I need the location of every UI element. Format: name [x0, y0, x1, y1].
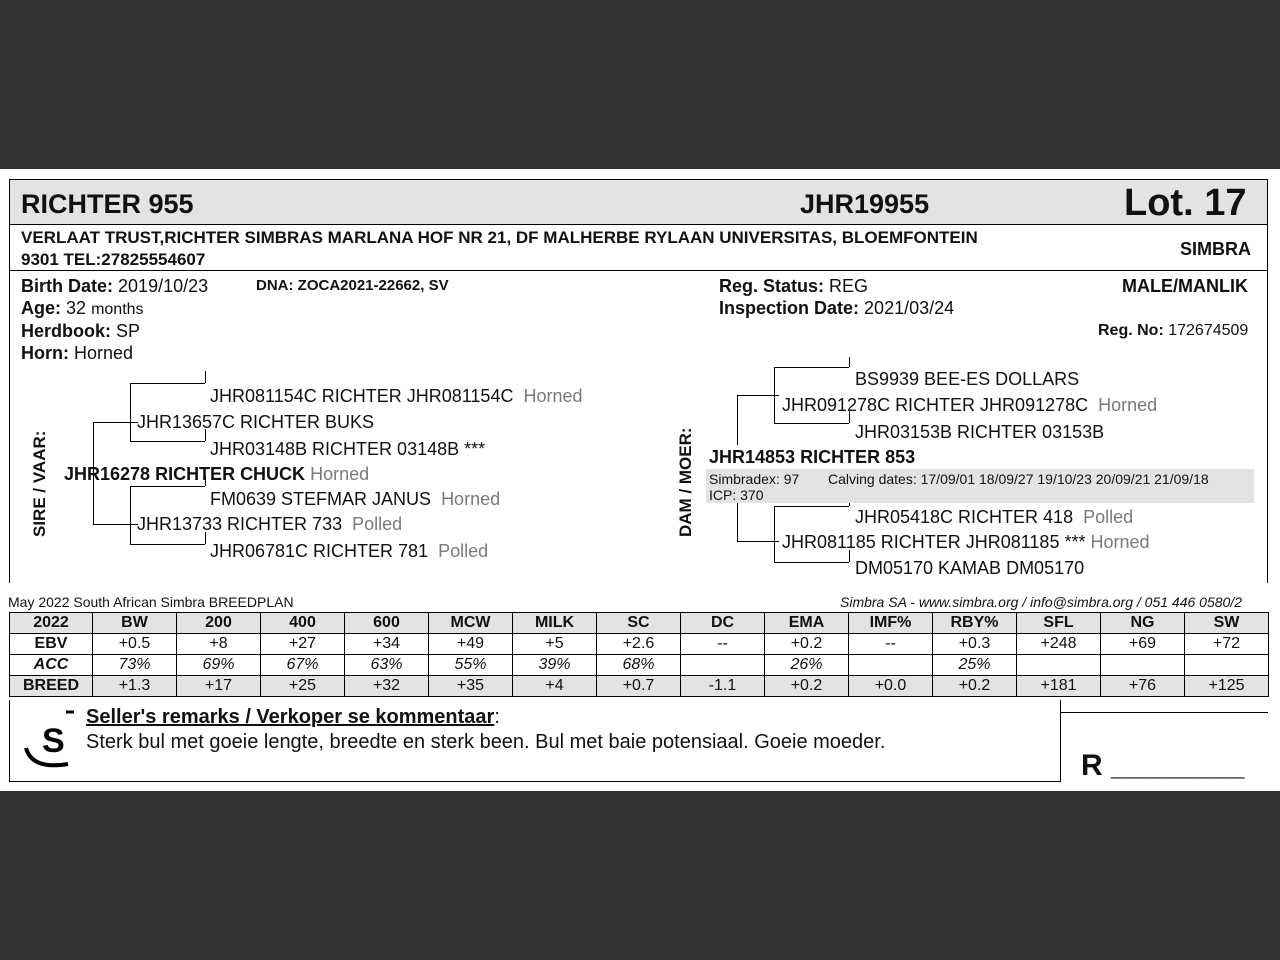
ebv-col-header: 400	[261, 613, 345, 634]
acc-cell: 55%	[429, 655, 513, 676]
ebv-col-header: EMA	[765, 613, 849, 634]
breed-cell: +35	[429, 676, 513, 697]
acc-cell: 67%	[261, 655, 345, 676]
sire-dam: JHR13733 RICHTER 733 Polled	[137, 514, 403, 534]
title-bar	[9, 179, 1268, 225]
acc-cell: 73%	[93, 655, 177, 676]
ebv-cell: +69	[1101, 634, 1185, 655]
acc-cell	[1017, 655, 1101, 676]
acc-cell: 68%	[597, 655, 681, 676]
dam-dam: JHR081185 RICHTER JHR081185 *** Horned	[782, 532, 1150, 552]
inspection-date: Inspection Date: 2021/03/24	[719, 298, 955, 318]
ebv-cell: EBV	[10, 634, 93, 655]
dam-sire-sire: BS9939 BEE-ES DOLLARS	[855, 369, 1080, 389]
ebv-col-header: BW	[93, 613, 177, 634]
breeder-bar	[9, 225, 1268, 271]
breedplan-note: May 2022 South African Simbra BREEDPLAN	[8, 594, 294, 610]
birth-date: Birth Date: 2019/10/23	[21, 276, 209, 296]
calving-dates: Calving dates: 17/09/01 18/09/27 19/10/23 20/09/21 21/09/18	[828, 471, 1209, 487]
breed-cell: +0.7	[597, 676, 681, 697]
herdbook: Herdbook: SP	[21, 321, 141, 341]
ebv-col-header: 600	[345, 613, 429, 634]
contact-note: Simbra SA - www.simbra.org / info@simbra.org / 051 446 0580/2	[840, 594, 1242, 610]
dna-info: DNA: ZOCA2021-22662, SV	[256, 277, 449, 294]
ebv-cell: +2.6	[597, 634, 681, 655]
breeder-line-2: 9301 TEL:27825554607	[21, 250, 206, 269]
dam-dam-sire: JHR05418C RICHTER 418 Polled	[855, 507, 1134, 527]
ebv-col-header: SFL	[1017, 613, 1101, 634]
sire-sire-sire: JHR081154C RICHTER JHR081154C Horned	[210, 386, 583, 406]
ebv-col-header: MCW	[429, 613, 513, 634]
ebv-row	[10, 634, 1269, 655]
breed-cell: +0.0	[849, 676, 933, 697]
sire: JHR16278 RICHTER CHUCK Horned	[64, 464, 370, 484]
ebv-cell: --	[681, 634, 765, 655]
ebv-col-header: 2022	[10, 613, 93, 634]
breed-cell: +1.3	[93, 676, 177, 697]
ebv-col-header: DC	[681, 613, 765, 634]
ebv-cell: +0.3	[933, 634, 1017, 655]
dam-side-label: DAM / MOER:	[676, 427, 695, 537]
sex-label: MALE/MANLIK	[1122, 276, 1248, 296]
sire-dam-sire: FM0639 STEFMAR JANUS Horned	[210, 489, 501, 509]
acc-cell	[1101, 655, 1185, 676]
sire-sire-dam: JHR03148B RICHTER 03148B ***	[210, 439, 486, 459]
acc-cell: ACC	[10, 655, 93, 676]
breed-cell: +0.2	[933, 676, 1017, 697]
reg-number: Reg. No: 172674509	[1098, 322, 1249, 339]
breed-cell: BREED	[10, 676, 93, 697]
breed-cell: -1.1	[681, 676, 765, 697]
sire-sire: JHR13657C RICHTER BUKS	[137, 412, 375, 432]
breed-row	[10, 676, 1269, 697]
ebv-cell: +72	[1185, 634, 1269, 655]
dam-stats-box	[706, 469, 1254, 503]
simbradex: Simbradex: 97	[709, 471, 800, 487]
dam-sire: JHR091278C RICHTER JHR091278C Horned	[782, 395, 1158, 415]
breed-cell: +17	[177, 676, 261, 697]
breed-cell: +25	[261, 676, 345, 697]
details-section	[9, 271, 1268, 583]
ebv-col-header: 200	[177, 613, 261, 634]
ebv-col-header: NG	[1101, 613, 1185, 634]
ebv-cell: +0.5	[93, 634, 177, 655]
acc-cell	[849, 655, 933, 676]
breed-cell: +181	[1017, 676, 1101, 697]
breed-cell: +4	[513, 676, 597, 697]
price-box[interactable]	[1060, 712, 1268, 782]
acc-cell: 69%	[177, 655, 261, 676]
remarks-section	[9, 700, 1061, 782]
remarks-title: Seller's remarks / Verkoper se kommentaar:	[86, 706, 500, 728]
ebv-col-header: IMF%	[849, 613, 933, 634]
acc-cell	[1185, 655, 1269, 676]
ebv-cell: +8	[177, 634, 261, 655]
animal-reg-id: JHR19955	[800, 189, 930, 219]
breed-cell: +76	[1101, 676, 1185, 697]
acc-cell	[681, 655, 765, 676]
acc-row	[10, 655, 1269, 676]
icp: ICP: 370	[709, 487, 764, 503]
ebv-cell: +5	[513, 634, 597, 655]
ebv-col-header: MILK	[513, 613, 597, 634]
breed-cell: +32	[345, 676, 429, 697]
acc-cell: 26%	[765, 655, 849, 676]
remarks-text: Sterk bul met goeie lengte, breedte en sterk been. Bul met baie potensiaal. Goeie moeder.	[86, 731, 886, 753]
ebv-cell: +49	[429, 634, 513, 655]
price-label: R ________	[1081, 749, 1245, 782]
breed-cell: +0.2	[765, 676, 849, 697]
ebv-col-header: RBY%	[933, 613, 1017, 634]
logo-letter: S	[42, 722, 65, 760]
ebv-col-header: SW	[1185, 613, 1269, 634]
acc-cell: 63%	[345, 655, 429, 676]
ebv-cell: --	[849, 634, 933, 655]
sire-dam-dam: JHR06781C RICHTER 781 Polled	[210, 541, 489, 561]
lot-card	[0, 169, 1280, 791]
lot-number: Lot. 17	[1124, 182, 1247, 224]
animal-name: RICHTER 955	[21, 189, 194, 219]
sire-side-label: SIRE / VAAR:	[30, 430, 49, 537]
breeder-line-1: VERLAAT TRUST,RICHTER SIMBRAS MARLANA HOF NR 21, DF MALHERBE RYLAAN UNIVERSITAS, BLOEMFONTEIN	[21, 228, 978, 247]
ebv-header-row	[10, 613, 1269, 634]
ebv-table	[9, 612, 1269, 697]
dam-dam-dam: DM05170 KAMAB DM05170	[855, 558, 1085, 578]
ebv-cell: +27	[261, 634, 345, 655]
ebv-cell: +248	[1017, 634, 1101, 655]
horn-status: Horn: Horned	[21, 343, 134, 363]
dam: JHR14853 RICHTER 853	[709, 447, 916, 467]
reg-status: Reg. Status: REG	[719, 276, 869, 296]
ebv-col-header: SC	[597, 613, 681, 634]
breed-cell: +125	[1185, 676, 1269, 697]
acc-cell: 25%	[933, 655, 1017, 676]
breed-label: SIMBRA	[1180, 239, 1251, 259]
age: Age: 32 months	[21, 298, 144, 318]
simbra-logo-icon	[20, 708, 80, 768]
acc-cell: 39%	[513, 655, 597, 676]
ebv-cell: +34	[345, 634, 429, 655]
ebv-cell: +0.2	[765, 634, 849, 655]
dam-sire-dam: JHR03153B RICHTER 03153B	[855, 422, 1105, 442]
